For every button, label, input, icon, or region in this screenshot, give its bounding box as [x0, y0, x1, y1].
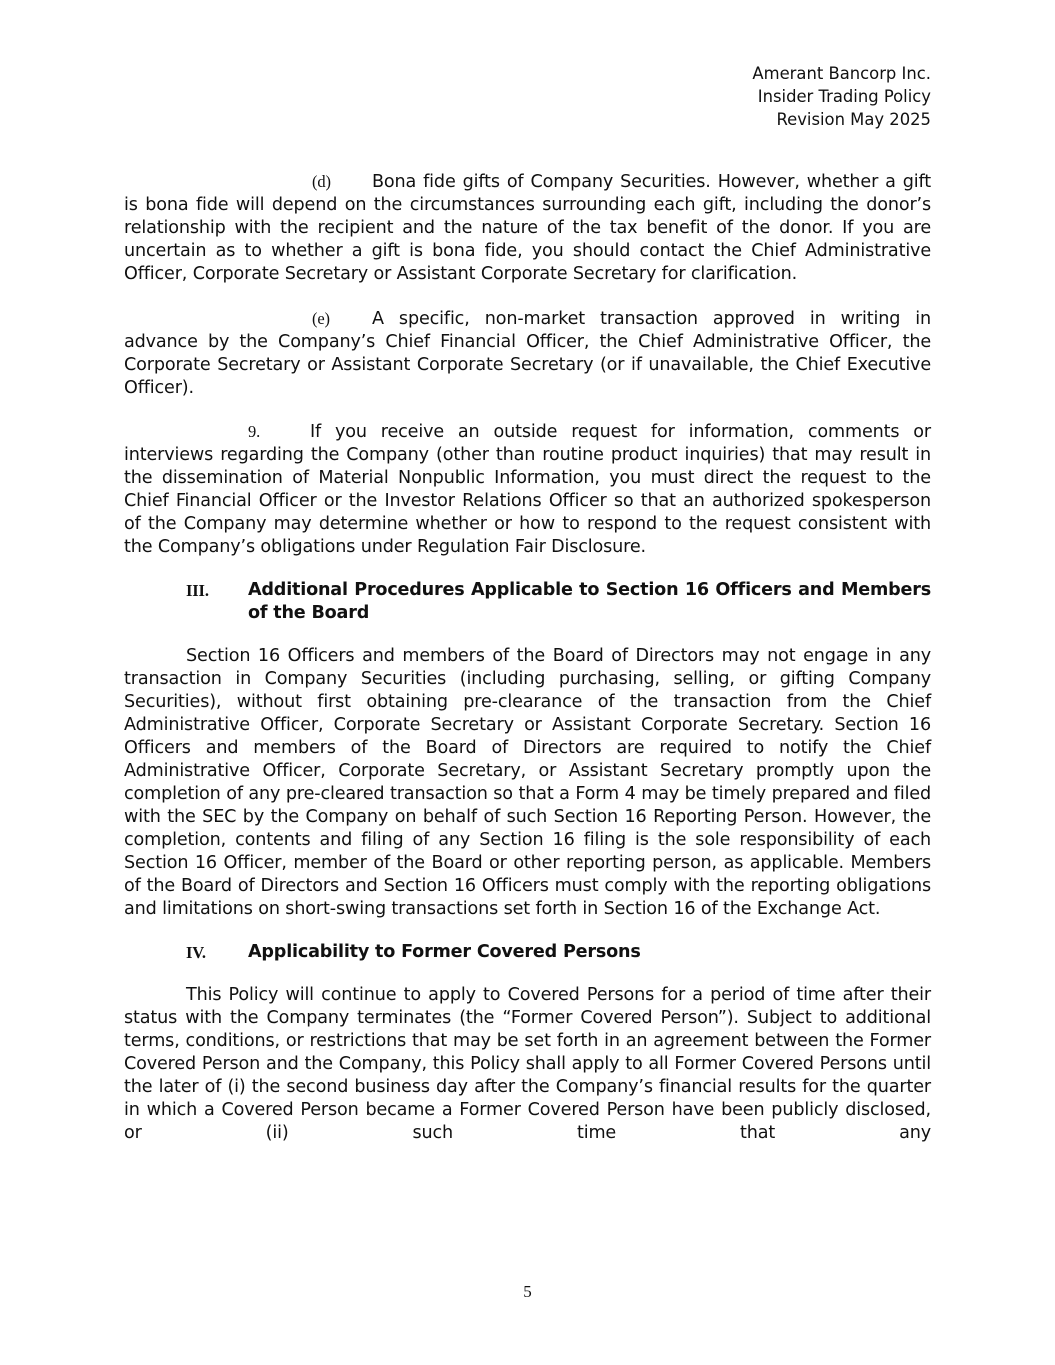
- list-marker-9: 9.: [248, 422, 261, 441]
- list-item-d: [124, 170, 931, 286]
- header-company: Amerant Bancorp Inc.: [752, 64, 931, 83]
- list-item-9: [124, 420, 931, 559]
- header-revision: Revision May 2025: [776, 110, 931, 129]
- section-heading-iii: [124, 579, 931, 625]
- section-numeral-iv: IV.: [186, 943, 206, 962]
- list-item-e: [124, 307, 931, 400]
- list-item-9-text: If you receive an outside request for information, comments or interviews regarding the Company (other than routine product inquiries) that may result in the dissemination of Material Nonpublic Information, you must direct the request to the Chief Financial Officer or the Investor Relations Officer so that an authorized spokesperson of the Company may determine whether or how to respond to the request consistent with the Company’s obligations under Regulation Fair Disclosure.: [124, 422, 931, 557]
- section-heading-iv: [124, 941, 931, 964]
- section-numeral-iii: III.: [186, 581, 209, 600]
- section-body-iii: Section 16 Officers and members of the Board of Directors may not engage in any transaction in Company Securities (including purchasing, selling, or gifting Company Securities), without first obtaining pre-clearance of the transaction from the Chief Administrative Officer, Corporate Secretary or Assistant Corporate Secretary. Section 16 Officers and members of the Board of Directors are required to notify the Chief Administrative Officer, Corporate Secretary, or Assistant Secretary promptly upon the completion of any pre-cleared transaction so that a Form 4 may be timely prepared and filed with the SEC by the Company on behalf of such Section 16 Reporting Person. However, the completion, contents and filing of any Section 16 filing is the sole responsibility of each Section 16 Officer, member of the Board or other reporting person, as applicable. Members of the Board of Directors and Section 16 Officers must comply with the reporting obligations and limitations on short-swing transactions set forth in Section 16 of the Exchange Act.: [124, 646, 931, 919]
- page-number: 5: [523, 1282, 532, 1301]
- section-body-iv: This Policy will continue to apply to Covered Persons for a period of time after their status with the Company terminates (the “Former Covered Person”). Subject to additional terms, conditions, or restrictions that may be set forth in an agreement between the Former Covered Person and the Company, this Policy shall apply to all Former Covered Persons until the later of (i) the second business day after the Company’s financial results for the quarter in which a Covered Person became a Former Covered Person have been publicly disclosed, or (ii) such time that any: [124, 985, 931, 1143]
- document-body: [124, 170, 931, 1145]
- section-title-iv: Applicability to Former Covered Persons: [248, 942, 641, 962]
- header-document-title: Insider Trading Policy: [757, 87, 931, 106]
- list-item-d-text: Bona fide gifts of Company Securities. However, whether a gift is bona fide will depend on the circumstances surrounding each gift, including the donor’s relationship with the recipient and the nature of the tax benefit of the donor. If you are uncertain as to whether a gift is bona fide, you should contact the Chief Administrative Officer, Corporate Secretary or Assistant Corporate Secretary for clarification.: [124, 172, 931, 284]
- list-marker-e: (e): [312, 309, 330, 328]
- list-item-e-text: A specific, non-market transaction approved in writing in advance by the Company’s Chief Financial Officer, the Chief Administrative Officer, the Corporate Secretary or Assistant Corporate Secretary (or if unavailable, the Chief Executive Officer).: [124, 309, 931, 398]
- section-title-iii: Additional Procedures Applicable to Section 16 Officers and Members of the Board: [248, 580, 931, 623]
- list-marker-d: (d): [312, 172, 331, 191]
- page-header: [752, 62, 931, 131]
